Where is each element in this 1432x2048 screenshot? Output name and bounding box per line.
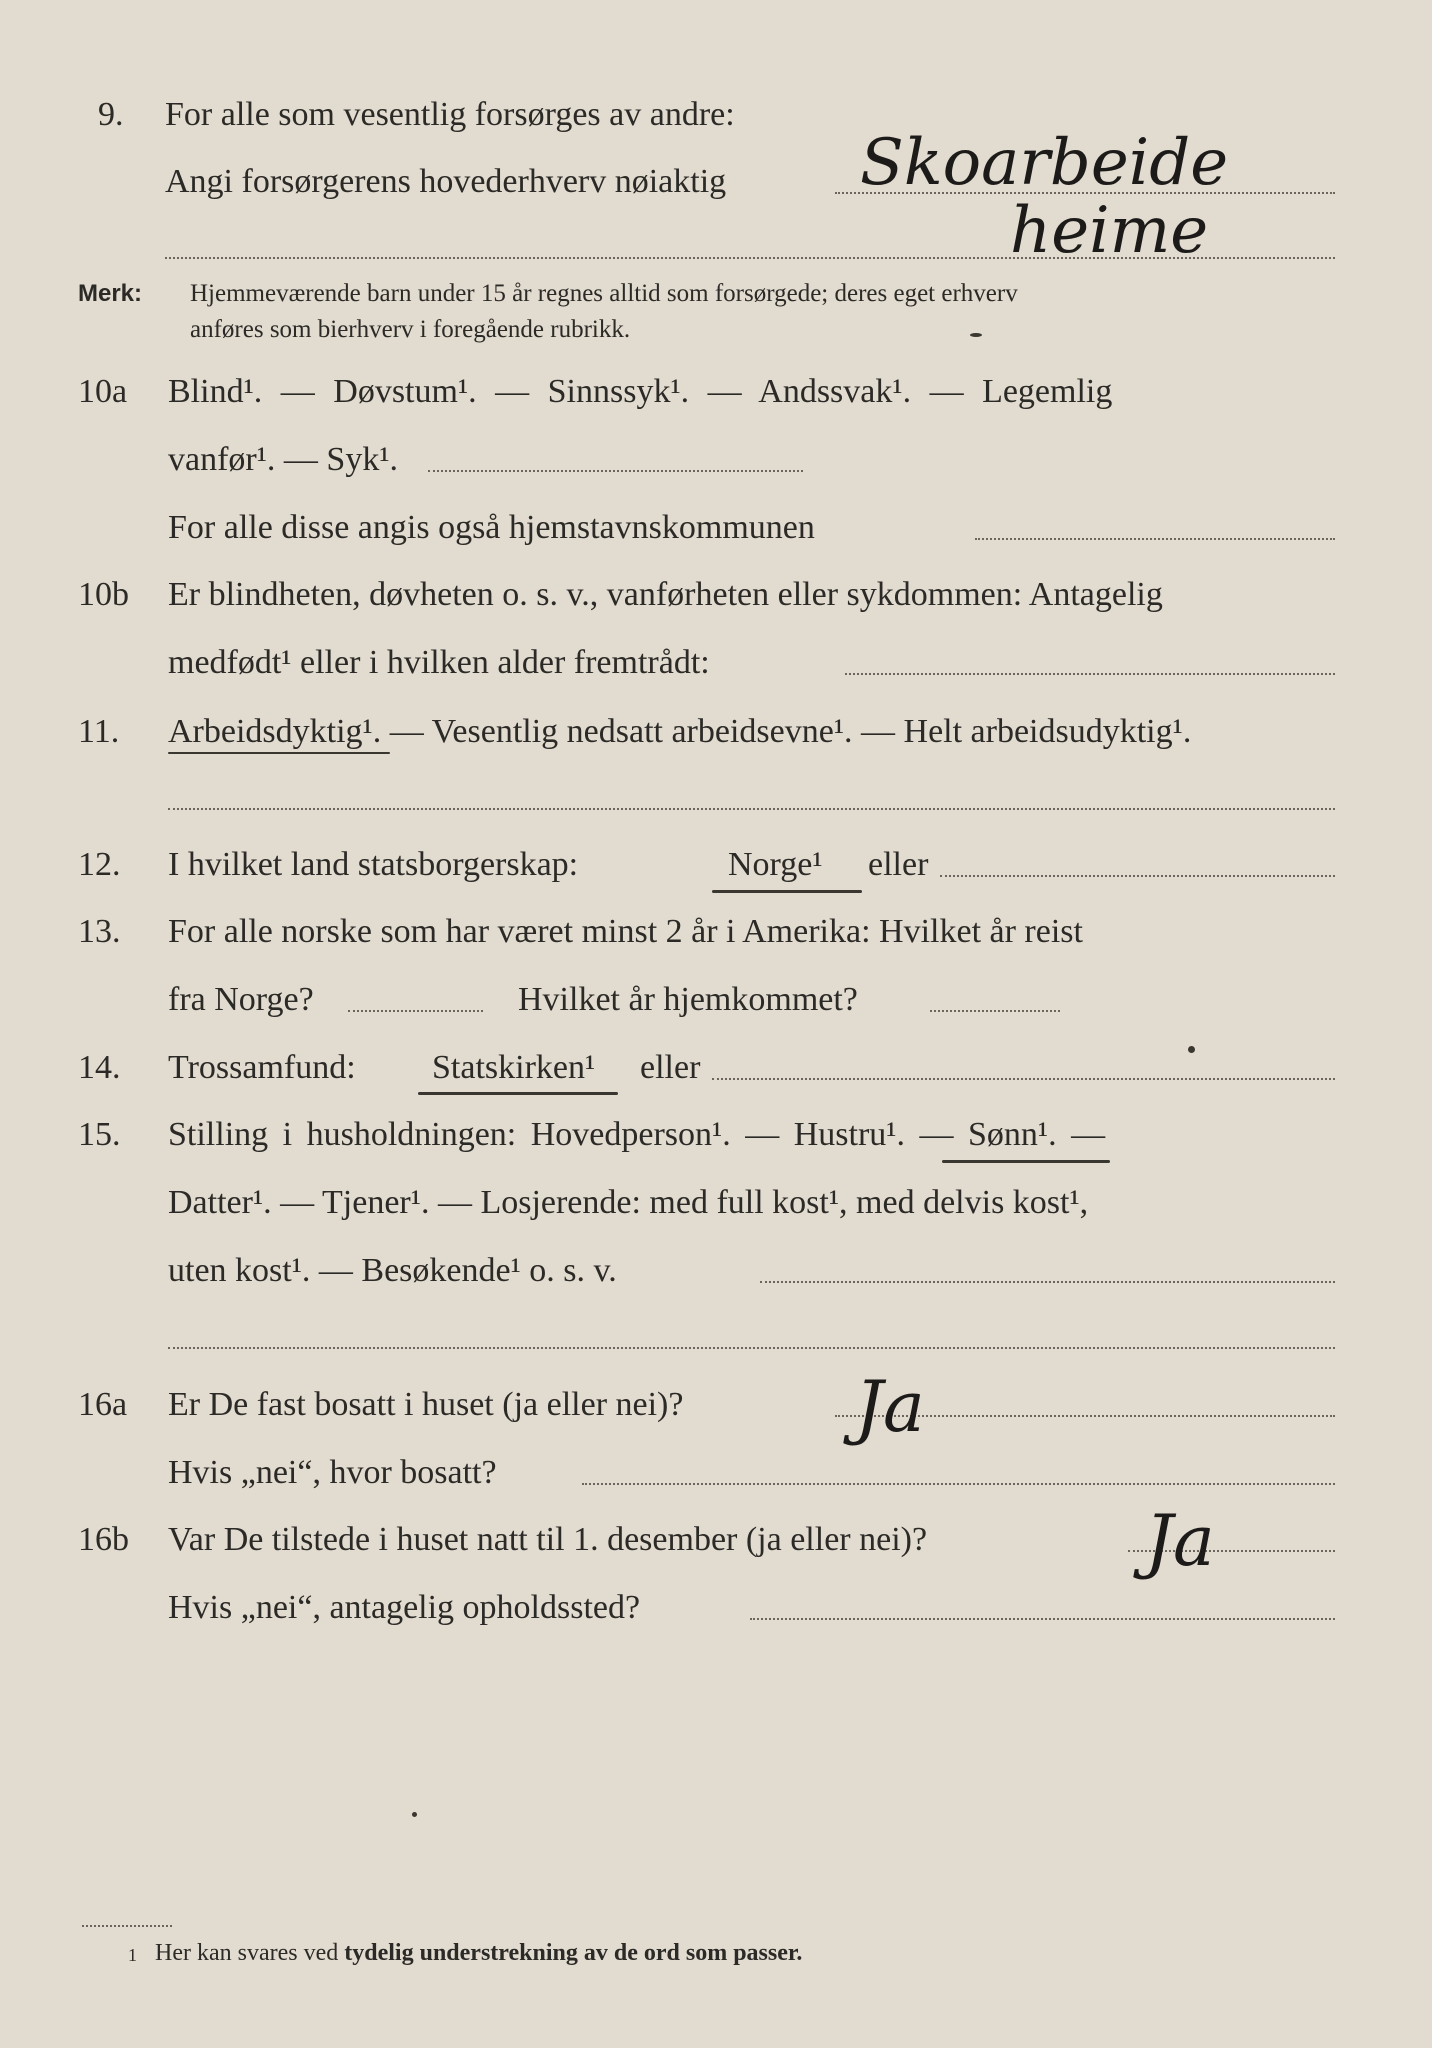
q16a-line2: Hvis „nei“, hvor bosatt? <box>168 1454 497 1491</box>
q11-answer-line <box>168 808 1335 810</box>
footnote-text <box>155 1938 802 1968</box>
q12-underline-norge <box>712 890 862 893</box>
q15-line1: Stilling i husholdningen: Hovedperson¹. — Hustru¹. — Sønn¹. — <box>168 1116 1106 1153</box>
q13-line1: For alle norske som har været minst 2 år i Amerika: Hvilket år reist <box>168 913 1083 950</box>
question-number-13: 13. <box>78 913 121 950</box>
q11-line1: Arbeidsdyktig¹. — Vesentlig nedsatt arbeidsevne¹. — Helt arbeidsudyktig¹. <box>168 713 1192 750</box>
q9-line2: Angi forsørgerens hovederhverv nøiaktig <box>165 163 727 200</box>
q12-prefix: I hvilket land statsborgerskap: <box>168 846 579 883</box>
q13-line2b: Hvilket år hjemkommet? <box>518 981 858 1018</box>
q10a-line3: For alle disse angis også hjemstavnskommunen <box>168 509 815 546</box>
q16a-line1: Er De fast bosatt i huset (ja eller nei)? <box>168 1386 684 1423</box>
q10a-line2: vanfør¹. — Syk¹. <box>168 441 399 478</box>
q15-line3: uten kost¹. — Besøkende¹ o. s. v. <box>168 1252 617 1289</box>
q12-option-norge: Norge¹ <box>728 846 823 883</box>
q13-line2a: fra Norge? <box>168 981 314 1018</box>
footnote-marker: 1 <box>128 1945 137 1965</box>
q10a-line1: Blind¹. — Døvstum¹. — Sinnssyk¹. — Andssvak¹. — Legemlig <box>168 373 1113 410</box>
footnote-text-bold: tydelig understrekning av de ord som passer. <box>344 1940 803 1966</box>
footnote-rule <box>82 1925 172 1927</box>
q14-answer-line <box>712 1078 1335 1080</box>
q10a-answer-line2 <box>428 470 803 472</box>
q12-suffix: eller <box>868 846 929 883</box>
question-number-10a: 10a <box>78 373 128 410</box>
q12-answer-line <box>940 875 1335 877</box>
q15-underline-hustru <box>942 1160 1110 1163</box>
question-number-16a: 16a <box>78 1386 128 1423</box>
question-number-9: 9. <box>98 96 124 133</box>
footnote-text-normal: Her kan svares ved <box>155 1940 339 1966</box>
q14-underline-statskirken <box>418 1092 618 1095</box>
q11-underline-arbeidsdyktig <box>168 752 390 754</box>
q15-line2: Datter¹. — Tjener¹. — Losjerende: med full kost¹, med delvis kost¹, <box>168 1184 1089 1221</box>
q10b-line1: Er blindheten, døvheten o. s. v., vanførheten eller sykdommen: Antagelig <box>168 576 1163 613</box>
q9-handwritten-answer-line2: heime <box>1010 194 1209 268</box>
q14-prefix: Trossamfund: <box>168 1049 356 1086</box>
q14-suffix: eller <box>640 1049 701 1086</box>
q15-answer-line4 <box>168 1347 1335 1349</box>
q13-answer-hjemkommet <box>930 1010 1060 1012</box>
q15-answer-line3 <box>760 1281 1335 1283</box>
question-number-15: 15. <box>78 1116 121 1153</box>
ink-speck <box>412 1812 417 1817</box>
question-number-12: 12. <box>78 846 121 883</box>
question-number-14: 14. <box>78 1049 121 1086</box>
q16b-opholdssted-line <box>750 1618 1335 1620</box>
q16b-line2: Hvis „nei“, antagelig opholdssted? <box>168 1589 641 1626</box>
q10b-line2: medfødt¹ eller i hvilken alder fremtrådt: <box>168 644 710 681</box>
merk-line1: Hjemmeværende barn under 15 år regnes alltid som forsørgede; deres eget erhverv <box>190 280 1018 307</box>
q13-answer-reist <box>348 1010 483 1012</box>
ink-speck <box>970 333 982 337</box>
q16a-handwritten-answer: Ja <box>855 1366 925 1448</box>
q9-handwritten-answer-line1: Skoarbeide <box>860 126 1229 200</box>
q10a-answer-line3 <box>975 538 1335 540</box>
q14-option-statskirken: Statskirken¹ <box>432 1049 596 1086</box>
merk-label: Merk: <box>78 280 143 307</box>
merk-line2: anføres som bierhverv i foregående rubrikk. <box>190 316 631 343</box>
q16b-line1: Var De tilstede i huset natt til 1. desember (ja eller nei)? <box>168 1521 928 1558</box>
q16a-bosatt-line <box>582 1483 1335 1485</box>
question-number-11: 11. <box>78 713 120 750</box>
ink-speck <box>1188 1046 1195 1053</box>
q10b-answer-line <box>845 673 1335 675</box>
question-number-16b: 16b <box>78 1521 129 1558</box>
question-number-10b: 10b <box>78 576 129 613</box>
q9-line1: For alle som vesentlig forsørges av andre: <box>165 96 735 133</box>
q16b-handwritten-answer: Ja <box>1145 1500 1215 1582</box>
